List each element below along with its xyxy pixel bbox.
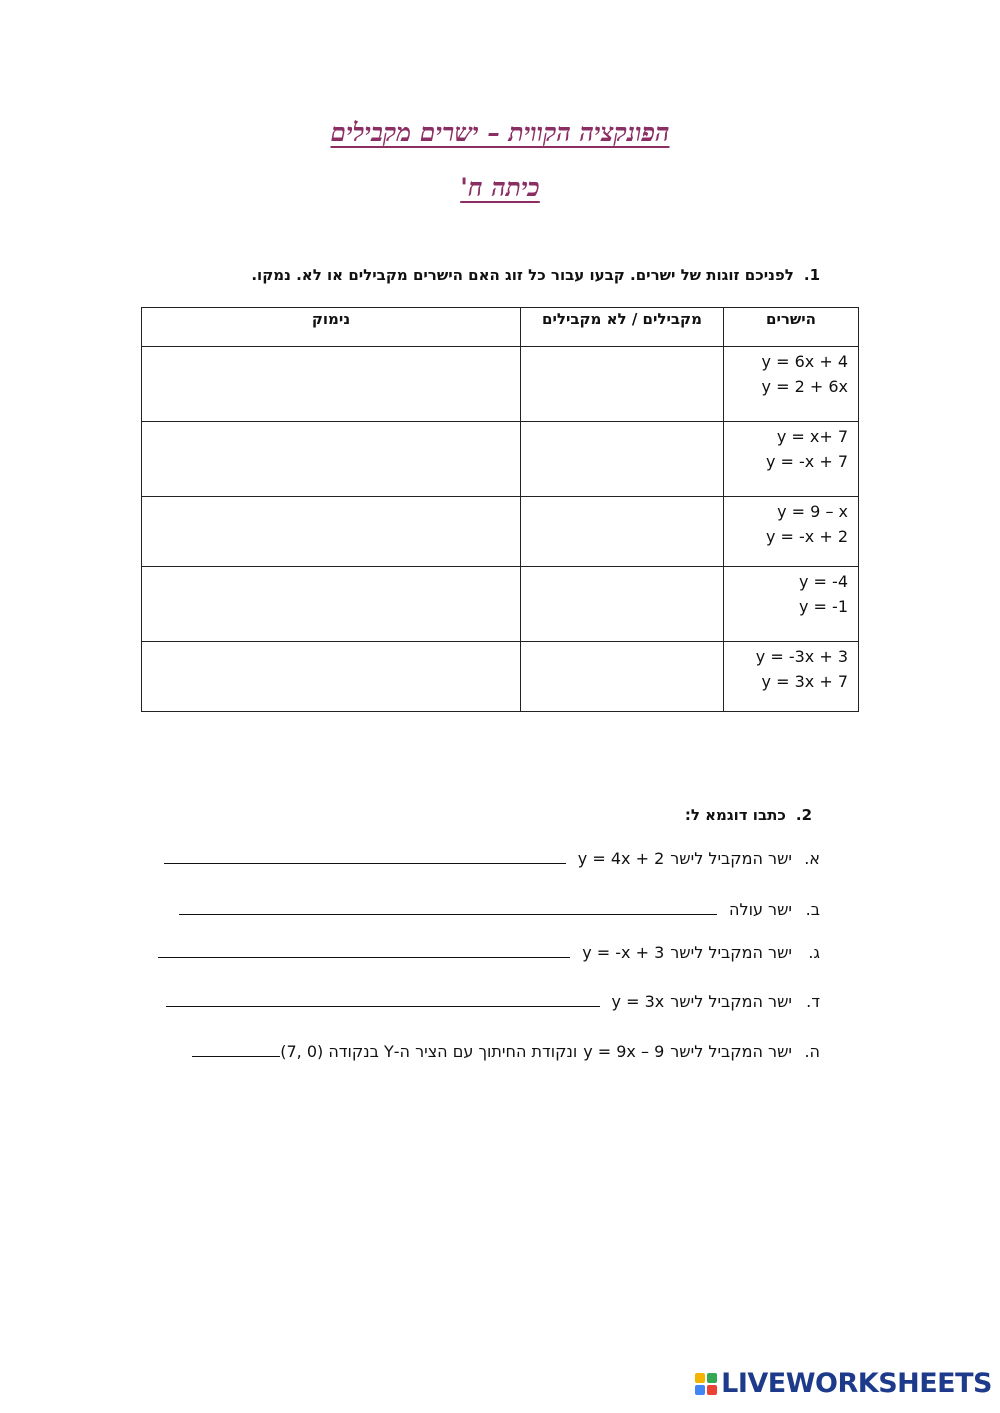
equations-cell [724, 567, 859, 642]
equation: y = -3x + 3 [755, 647, 848, 666]
item-equation: y = 3x [611, 992, 665, 1011]
equation: y = -x + 2 [765, 527, 848, 546]
example-item-b [179, 900, 820, 919]
reason-answer-cell[interactable] [142, 422, 521, 497]
item-equation: y = 9x – 9 [583, 1042, 665, 1061]
item-text: ישר המקביל לישר [670, 1042, 792, 1061]
item-letter: ה. [804, 1042, 820, 1061]
example-item-d [166, 992, 820, 1011]
parallel-answer-cell[interactable] [521, 422, 724, 497]
logo-text: LIVEWORKSHEETS [721, 1368, 992, 1399]
answer-line[interactable] [164, 849, 566, 864]
worksheet-title: הפונקציה הקווית – ישרים מקבילים [330, 118, 670, 147]
equations-cell [724, 422, 859, 497]
table-header-row [142, 308, 859, 347]
question-1-prompt [251, 266, 820, 284]
equation: y = -4 [799, 572, 848, 591]
question-2-text: כתבו דוגמא ל: [684, 806, 786, 824]
reason-answer-cell[interactable] [142, 497, 521, 567]
equation: y = x+ 7 [776, 427, 848, 446]
answer-line[interactable] [192, 1042, 280, 1057]
item-text: ישר המקביל לישר [670, 849, 792, 868]
reason-answer-cell[interactable] [142, 347, 521, 422]
header-lines: הישרים [724, 308, 859, 347]
logo-icon [695, 1373, 717, 1395]
equation: y = 9 – x [777, 502, 848, 521]
item-tail: ונקודת החיתוך עם הציר ה-Y בנקודה (0 ,7) [280, 1042, 578, 1061]
equation: y = 6x + 4 [761, 352, 848, 371]
parallel-lines-table [141, 307, 859, 712]
liveworksheets-logo [695, 1368, 992, 1399]
table-row [142, 642, 859, 712]
equation: y = -1 [799, 597, 848, 616]
question-2-number: 2. [795, 806, 812, 824]
table-row [142, 497, 859, 567]
reason-answer-cell[interactable] [142, 642, 521, 712]
item-text: ישר עולה [729, 900, 792, 919]
question-2-prompt [685, 806, 812, 824]
worksheet-subtitle: כיתה ח' [460, 173, 540, 202]
item-equation: y = -x + 3 [582, 943, 665, 962]
header-reason: נימוק [142, 308, 521, 347]
question-1-number: 1. [803, 266, 820, 284]
reason-answer-cell[interactable] [142, 567, 521, 642]
example-item-c [158, 943, 820, 962]
table-row [142, 347, 859, 422]
item-letter: ג. [808, 943, 820, 962]
example-item-e [192, 1042, 820, 1061]
equations-cell [724, 642, 859, 712]
equation: y = 3x + 7 [761, 672, 848, 691]
item-letter: ב. [805, 900, 820, 919]
item-text: ישר המקביל לישר [670, 992, 792, 1011]
answer-line[interactable] [179, 900, 717, 915]
answer-line[interactable] [166, 992, 600, 1007]
answer-line[interactable] [158, 943, 570, 958]
item-text: ישר המקביל לישר [670, 943, 792, 962]
item-letter: ד. [806, 992, 820, 1011]
equation: y = -x + 7 [765, 452, 848, 471]
question-1-text: לפניכם זוגות של ישרים. קבעו עבור כל זוג האם הישרים מקבילים או לא. נמקו. [251, 266, 794, 284]
parallel-answer-cell[interactable] [521, 497, 724, 567]
parallel-answer-cell[interactable] [521, 347, 724, 422]
equations-cell [724, 497, 859, 567]
parallel-answer-cell[interactable] [521, 567, 724, 642]
item-letter: א. [804, 849, 820, 868]
item-equation: y = 4x + 2 [577, 849, 665, 868]
header-parallel: מקבילים / לא מקבילים [521, 308, 724, 347]
parallel-answer-cell[interactable] [521, 642, 724, 712]
equation: y = 2 + 6x [761, 377, 848, 396]
equations-cell [724, 347, 859, 422]
table-row [142, 567, 859, 642]
example-item-a [164, 849, 820, 868]
table-row [142, 422, 859, 497]
